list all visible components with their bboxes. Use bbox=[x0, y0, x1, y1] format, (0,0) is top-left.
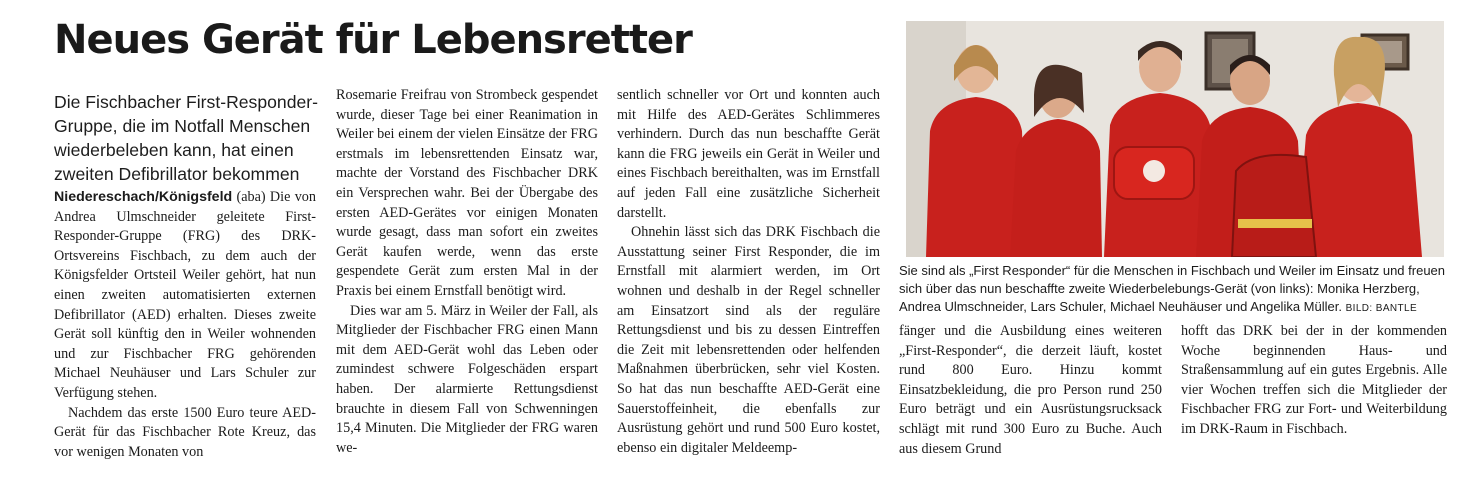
photo-caption bbox=[899, 262, 1447, 317]
article-column-4 bbox=[899, 322, 1162, 459]
paragraph-text: (aba) Die von Andrea Ulmschneider geleitete First-Responder-Gruppe (FRG) des DRK-Ortsvereins Fischbach, zu dem auch der Königsfelder Ortsteil Weiler gehört, hat nun einen zweiten automatisierten externen Defibrillator (AED) erhalten. Dieses zweite Gerät soll künftig den in Weiler wohnenden und zur Fischbacher FRG gehörenden Michael Neuhäuser und Lars Schuler zur Verfügung stehen. bbox=[54, 189, 316, 401]
article-column-2 bbox=[336, 86, 598, 458]
subhead-line: Die Fischbacher First-Responder- bbox=[54, 92, 318, 112]
article-column-1 bbox=[54, 188, 316, 462]
caption-line: sich über das nun beschaffte zweite Wiederbelebungs-Gerät (von links): Monika Herzberg, bbox=[899, 280, 1420, 296]
article-column-5 bbox=[1181, 322, 1447, 440]
subheadline bbox=[54, 90, 316, 186]
caption-text: Andrea Ulmschneider, Lars Schuler, Michael Neuhäuser und Angelika Müller. bbox=[899, 298, 1342, 314]
caption-line bbox=[899, 298, 1447, 318]
article-paragraph: hofft das DRK bei der in der kommenden Woche beginnenden Haus- und Straßensammlung auf ein gutes Ergebnis. Alle vier Wochen treffen sich die Mitglieder der Fischbacher FRG zur Fort- und Weiterbildung im DRK-Raum in Fischbach. bbox=[1181, 323, 1447, 437]
article-paragraph: Nachdem das erste 1500 Euro teure AED-Gerät für das Fischbacher Rote Kreuz, das vor wenigen Monaten von bbox=[54, 404, 316, 460]
article-paragraph: Rosemarie Freifrau von Strombeck gespendet wurde, dieser Tage bei einer Reanimation in Weiler bei einem der vielen Einsätze der FRG erstmals im lebensrettenden Einsatz war, machte der Vorstand des Fischbacher DRK ein Versprechen wahr. Bei der Übergabe des ersten AED-Gerätes vor einigen Monaten wurde gesagt, dass man sofort ein zweites Gerät kaufen werde, wenn das erste gespendete Gerät zum ersten Mal in der Praxis bei einem Ernstfall benötigt wird. bbox=[336, 87, 598, 299]
photo-credit: BILD: BANTLE bbox=[1345, 302, 1418, 314]
subhead-line: Gruppe, die im Notfall Menschen bbox=[54, 116, 311, 136]
article-paragraph: Dies war am 5. März in Weiler der Fall, als Mitglieder der Fischbacher FRG einen Mann mit dem AED-Gerät wohl das Leben oder zumindest schwere Folgeschäden erspart haben. Der alarmierte Rettungsdienst brauchte in diesem Fall von Schwenningen 15,4 Minuten. Die Mitglieder der FRG waren we- bbox=[336, 302, 598, 456]
subhead-line: zweiten Defibrillator bekommen bbox=[54, 164, 300, 184]
dateline: Niedereschach/Königsfeld bbox=[54, 189, 233, 205]
subhead-line: wiederbeleben kann, hat einen bbox=[54, 140, 294, 160]
article-photo bbox=[906, 21, 1444, 257]
article-paragraph: sentlich schneller vor Ort und konnten auch mit Hilfe des AED-Gerätes Schlimmeres verhindern. Durch das nun beschaffte Gerät kann die FRG jeweils ein Gerät in Weiler und eines Fischbach bereithalten, was im Ernstfall auf jeden Fall eine zusätzliche Sicherheit darstellt. bbox=[617, 87, 880, 221]
article-column-3 bbox=[617, 86, 880, 458]
caption-line: Sie sind als „First Responder“ für die Menschen in Fischbach und Weiler im Einsatz und freuen bbox=[899, 263, 1446, 278]
group-photo-illustration bbox=[906, 21, 1444, 257]
article-paragraph: Ohnehin lässt sich das DRK Fischbach die Ausstattung seiner First Responder, die im Ernstfall mit alarmiert werden, im Ort wohnen und deshalb in der Regel schneller am Einsatzort sind als der reguläre Rettungsdienst und bis zu dessen Eintreffen die Zeit mit lebensrettenden oder helfenden Maßnahmen überbrücken, sehr viel Kosten. So hat das nun beschaffte AED-Gerät eine Sauerstoffeinheit, die ebenfalls zur Ausrüstung gehört und rund 500 Euro kostet, ebenso ein digitaler Meldeemp- bbox=[617, 224, 880, 456]
article-paragraph: fänger und die Ausbildung eines weiteren „First-Responder“, die derzeit läuft, kostet rund 800 Euro. Hinzu kommt Einsatzbekleidung, die pro Person rund 250 Euro beträgt und ein Ausrüstungsrucksack schlägt mit rund 300 Euro zu Buche. Auch aus diesem Grund bbox=[899, 323, 1162, 457]
headline: Neues Gerät für Lebensretter bbox=[54, 17, 692, 63]
article-paragraph bbox=[54, 188, 316, 404]
